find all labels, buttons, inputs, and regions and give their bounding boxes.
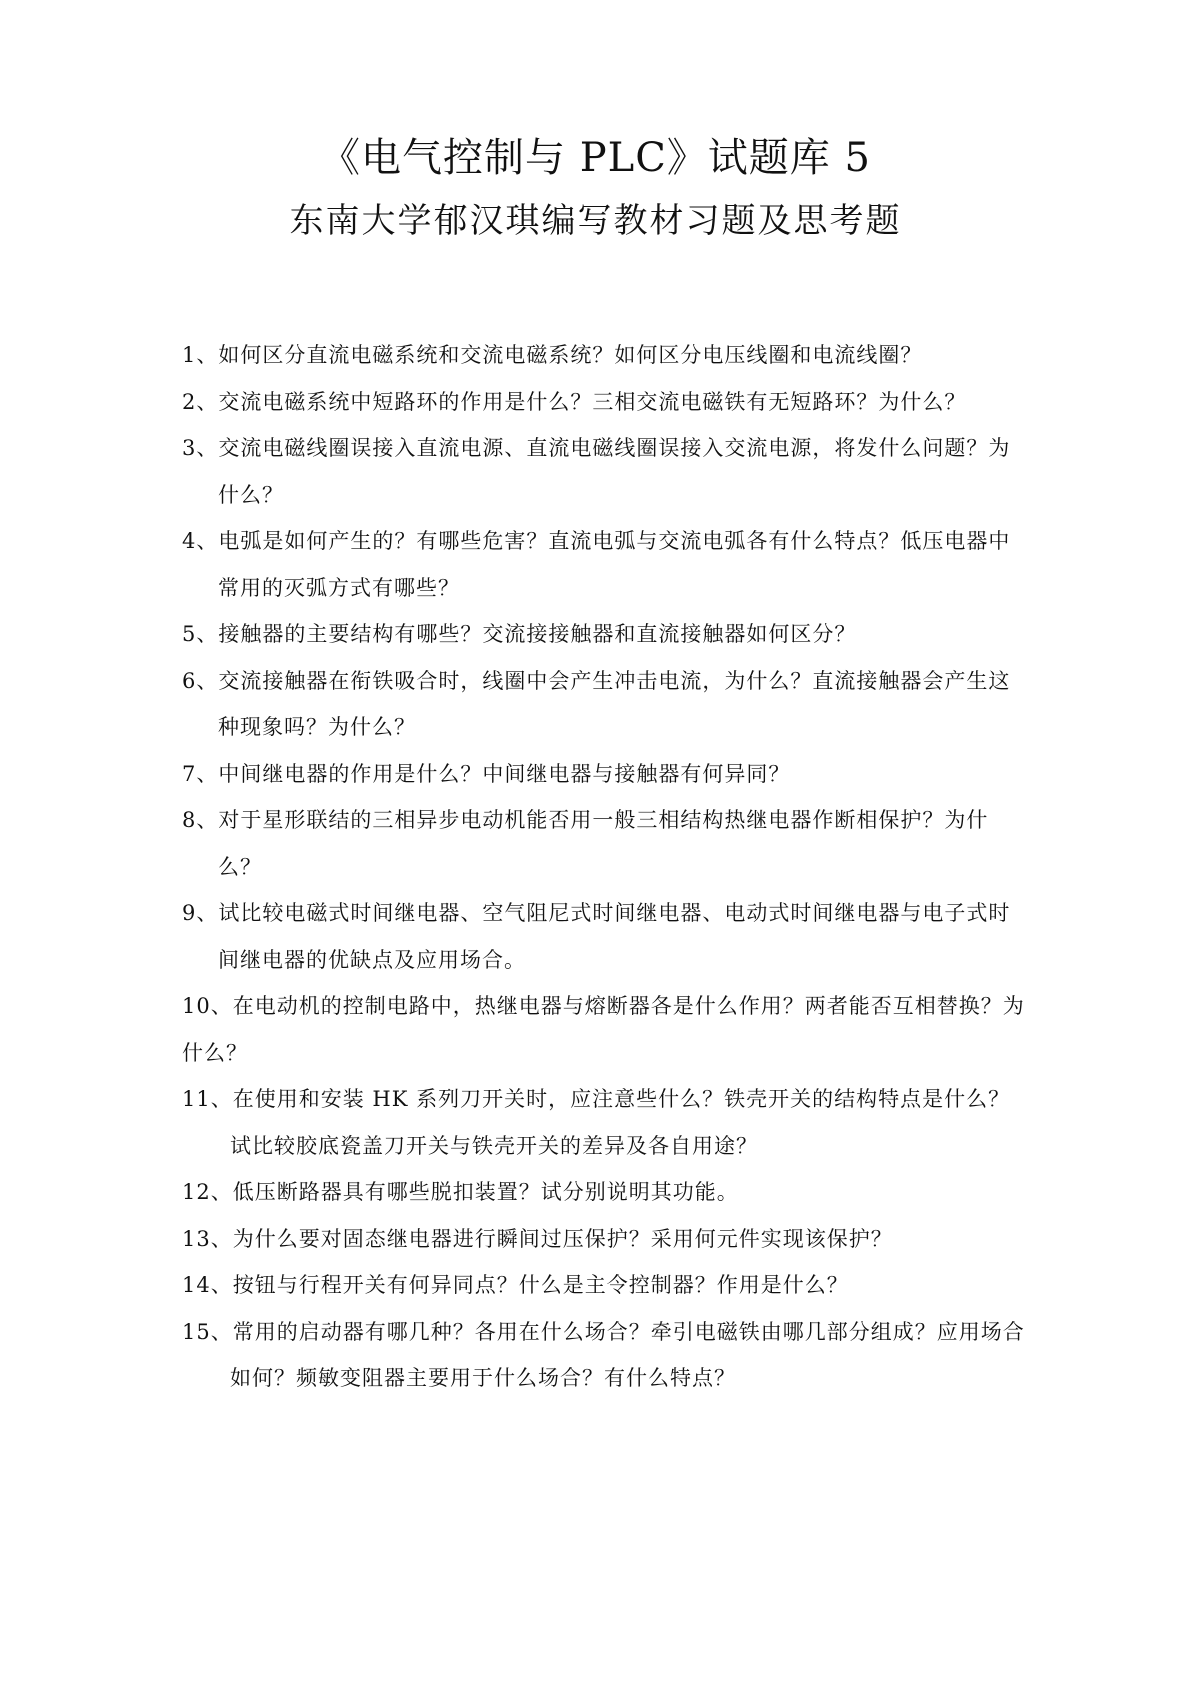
question-item: 6、交流接触器在衔铁吸合时，线圈中会产生冲击电流，为什么？直流接触器会产生这种现象吗？为什么？ bbox=[182, 668, 1011, 739]
question-item: 1、如何区分直流电磁系统和交流电磁系统？如何区分电压线圈和电流线圈？ bbox=[182, 343, 923, 367]
question-item: 2、交流电磁系统中短路环的作用是什么？三相交流电磁铁有无短路环？为什么？ bbox=[182, 389, 967, 414]
question-item: 5、接触器的主要结构有哪些？交流接接触器和直流接触器如何区分？ bbox=[182, 622, 857, 646]
question-item: 14、按钮与行程开关有何异同点？什么是主令控制器？作用是什么？ bbox=[182, 1273, 849, 1297]
question-item: 7、中间继电器的作用是什么？中间继电器与接触器有何异同？ bbox=[182, 761, 791, 786]
question-list bbox=[182, 332, 1032, 1402]
document-subtitle: 东南大学郁汉琪编写教材习题及思考题 bbox=[289, 201, 902, 241]
question-item: 13、为什么要对固态继电器进行瞬间过压保护？采用何元件实现该保护？ bbox=[182, 1226, 893, 1251]
question-item: 3、交流电磁线圈误接入直流电源、直流电磁线圈误接入交流电源，将发什么问题？为什么？ bbox=[182, 436, 1011, 507]
question-item: 8、对于星形联结的三相异步电动机能否用一般三相结构热继电器作断相保护？为什么？ bbox=[182, 808, 989, 879]
document-title: 《电气控制与 PLC》试题库 5 bbox=[320, 135, 871, 181]
question-item: 12、低压断路器具有哪些脱扣装置？试分别说明其功能。 bbox=[182, 1180, 739, 1204]
question-item: 11、在使用和安装 HK 系列刀开关时，应注意些什么？铁壳开关的结构特点是什么？试比较胶底瓷盖刀开关与铁壳开关的差异及各自用途？ bbox=[182, 1087, 1011, 1158]
question-item: 10、在电动机的控制电路中，热继电器与熔断器各是什么作用？两者能否互相替换？为什么？ bbox=[182, 994, 1025, 1065]
question-item: 4、电弧是如何产生的？有哪些危害？直流电弧与交流电弧各有什么特点？低压电器中常用的灭弧方式有哪些？ bbox=[182, 529, 1011, 600]
question-item: 9、试比较电磁式时间继电器、空气阻尼式时间继电器、电动式时间继电器与电子式时间继电器的优缺点及应用场合。 bbox=[182, 901, 1011, 972]
question-item: 15、常用的启动器有哪几种？各用在什么场合？牵引电磁铁由哪几部分组成？应用场合如何？频敏变阻器主要用于什么场合？有什么特点？ bbox=[182, 1319, 1025, 1390]
